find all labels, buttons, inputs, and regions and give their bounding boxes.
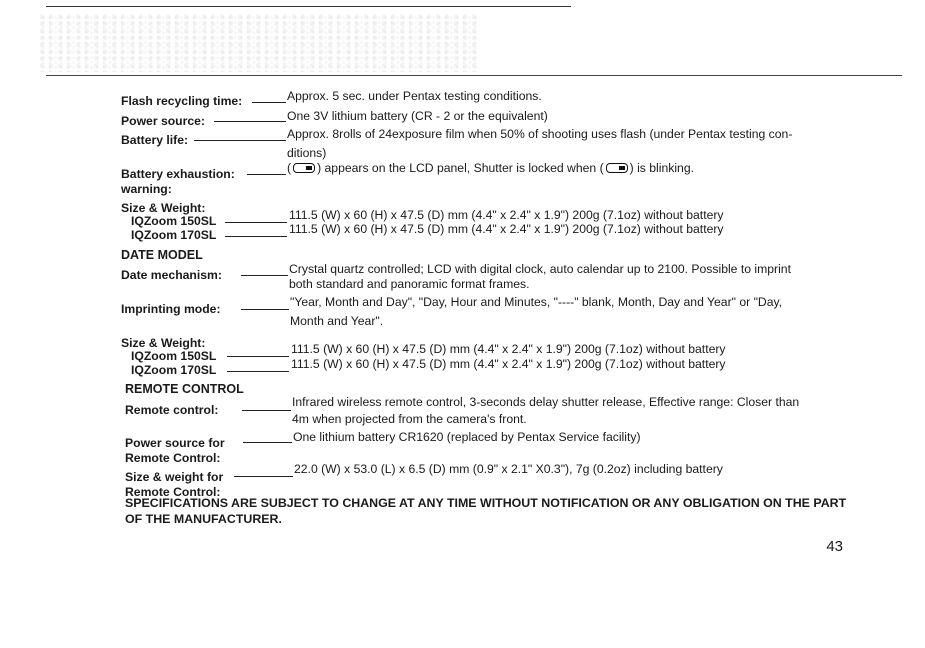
remote-control-value: Infrared wireless remote control, 3-seconds delay shutter release, Effective range: Closer than — [292, 395, 800, 409]
imprint-label: Imprinting mode: — [121, 302, 221, 316]
date-mech-value-cont: both standard and panoramic format frames. — [289, 277, 530, 291]
size-weight-label: Size & Weight: — [121, 336, 206, 350]
remote-size-label: Size & weight for — [125, 470, 224, 484]
header-scan-artifact — [40, 14, 480, 72]
model-170sl-label: IQZoom 170SL — [131, 363, 217, 377]
imprint-value: "Year, Month and Day", "Day, Hour and Minutes, "----" blank, Month, Day and Year" or "Day, — [290, 295, 783, 309]
battery-life-value-cont: ditions) — [287, 146, 327, 160]
model-170sl-value: 111.5 (W) x 60 (H) x 47.5 (D) mm (4.4" x 2.4" x 1.9") 200g (7.1oz) without battery — [291, 357, 726, 371]
top-rule — [46, 6, 571, 7]
leader-line — [225, 236, 287, 237]
date-mech-value: Crystal quartz controlled; LCD with digital clock, auto calendar up to 2100. Possible to imprint — [289, 262, 791, 276]
remote-power-label-cont: Remote Control: — [125, 451, 221, 465]
leader-line — [247, 174, 286, 175]
exhaustion-label-cont: warning: — [121, 182, 172, 196]
size-weight-label: Size & Weight: — [121, 201, 206, 215]
power-value: One 3V lithium battery (CR - 2 or the equivalent) — [287, 109, 548, 123]
model-150sl-label: IQZoom 150SL — [131, 349, 217, 363]
leader-line — [227, 356, 289, 357]
leader-line — [194, 140, 286, 141]
leader-line — [225, 222, 287, 223]
battery-life-value: Approx. 8rolls of 24exposure film when 50% of shooting uses flash (under Pentax testing con- — [287, 127, 793, 141]
exhaustion-text-c: ) is blinking. — [629, 161, 694, 175]
leader-line — [243, 442, 292, 443]
imprint-value-cont: Month and Year". — [290, 314, 384, 328]
model-170sl-value: 111.5 (W) x 60 (H) x 47.5 (D) mm (4.4" x 2.4" x 1.9") 200g (7.1oz) without battery — [289, 222, 724, 236]
exhaustion-value — [287, 161, 694, 175]
flash-label: Flash recycling time: — [121, 94, 243, 108]
exhaustion-label: Battery exhaustion: — [121, 167, 235, 181]
date-model-heading: DATE MODEL — [121, 248, 203, 262]
battery-icon — [606, 163, 628, 173]
leader-line — [241, 309, 289, 310]
leader-line — [214, 121, 286, 122]
leader-line — [241, 275, 288, 276]
remote-power-value: One lithium battery CR1620 (replaced by Pentax Service facility) — [293, 430, 641, 444]
model-150sl-label: IQZoom 150SL — [131, 214, 217, 228]
leader-line — [252, 102, 286, 103]
exhaustion-text-b: ) appears on the LCD panel, Shutter is locked when ( — [317, 161, 604, 175]
page-number: 43 — [826, 538, 843, 555]
exhaustion-text-a: ( — [287, 161, 292, 175]
remote-size-label-cont: Remote Control: — [125, 485, 221, 499]
power-label: Power source: — [121, 114, 205, 128]
remote-control-label: Remote control: — [125, 403, 219, 417]
battery-life-label: Battery life: — [121, 133, 189, 147]
remote-control-heading: REMOTE CONTROL — [125, 382, 244, 396]
battery-icon — [293, 163, 315, 173]
model-170sl-label: IQZoom 170SL — [131, 228, 217, 242]
remote-size-value: 22.0 (W) x 53.0 (L) x 6.5 (D) mm (0.9" x 2.1" X0.3"), 7g (0.2oz) including battery — [294, 462, 723, 476]
model-150sl-value: 111.5 (W) x 60 (H) x 47.5 (D) mm (4.4" x 2.4" x 1.9") 200g (7.1oz) without battery — [289, 208, 724, 222]
leader-line — [234, 476, 293, 477]
header-rule — [46, 75, 902, 76]
leader-line — [242, 410, 291, 411]
model-150sl-value: 111.5 (W) x 60 (H) x 47.5 (D) mm (4.4" x 2.4" x 1.9") 200g (7.1oz) without battery — [291, 342, 726, 356]
flash-value: Approx. 5 sec. under Pentax testing conditions. — [287, 89, 542, 103]
specifications-notice: SPECIFICATIONS ARE SUBJECT TO CHANGE AT ANY TIME WITHOUT NOTIFICATION OR ANY OBLIGATION ON THE PART OF THE MANUFACTURER. — [125, 496, 847, 526]
date-mech-label: Date mechanism: — [121, 268, 222, 282]
remote-power-label: Power source for — [125, 436, 225, 450]
remote-control-value-cont: 4m when projected from the camera's front. — [292, 412, 527, 426]
leader-line — [227, 371, 289, 372]
